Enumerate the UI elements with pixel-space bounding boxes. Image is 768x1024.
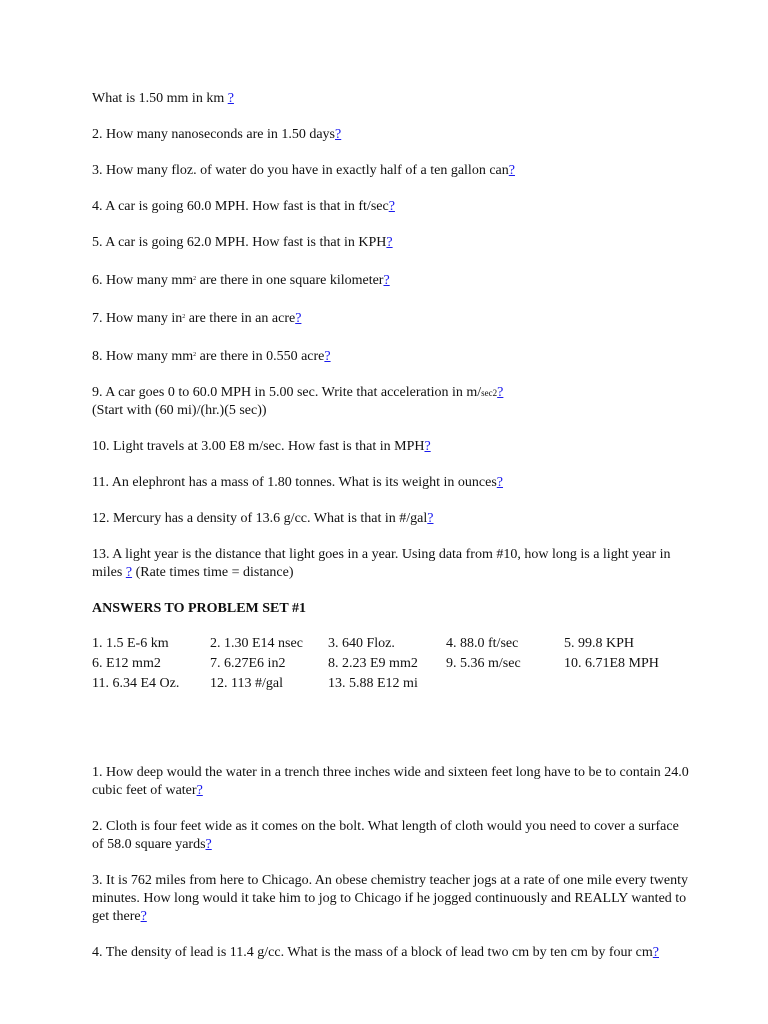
answer-item: 10. 6.71E8 MPH [564,656,659,671]
question-text: 11. An elephront has a mass of 1.80 tonnes. What is its weight in ounces [92,475,497,490]
answer-item: 8. 2.23 E9 mm2 [328,656,418,671]
question-text: 7. How many in [92,311,183,326]
problem-2-4 [92,944,692,962]
answer-item: 4. 88.0 ft/sec [446,636,519,651]
question-10 [92,438,692,456]
answer-link[interactable]: ? [652,945,659,960]
worksheet-document [92,90,692,980]
question-text: 4. The density of lead is 11.4 g/cc. What is the mass of a block of lead two cm by ten cm by four cm [92,945,653,960]
answer-link[interactable]: ? [497,385,504,400]
answer-link[interactable]: ? [295,311,302,326]
question-4 [92,198,692,216]
question-text: 12. Mercury has a density of 13.6 g/cc. What is that in #/gal [92,511,428,526]
question-9 [92,384,692,420]
answer-item: 11. 6.34 E4 Oz. [92,676,180,691]
answer-link[interactable]: ? [324,349,331,364]
answer-item: 13. 5.88 E12 mi [328,676,418,691]
question-text: What is 1.50 mm in km [92,91,228,106]
question-8 [92,346,692,366]
question-text: 6. How many mm [92,273,194,288]
answer-link[interactable]: ? [227,91,234,106]
question-6 [92,270,692,290]
answer-item: 7. 6.27E6 in2 [210,656,286,671]
question-hint: (Start with (60 mi)/(hr.)(5 sec)) [92,403,267,418]
answer-link[interactable]: ? [205,837,212,852]
question-12 [92,510,692,528]
question-text: 3. How many floz. of water do you have in exactly half of a ten gallon can [92,163,509,178]
question-text: are there in an acre [185,311,296,326]
question-1 [92,90,692,108]
superscript: 2 [193,276,197,282]
answer-item: 1. 1.5 E-6 km [92,636,169,651]
question-text: 2. Cloth is four feet wide as it comes on the bolt. What length of cloth would you need to cover a surface of 58.0 square yards [92,819,679,852]
answer-item: 12. 113 #/gal [210,676,283,691]
answer-link[interactable]: ? [383,273,390,288]
answers-grid [92,634,692,694]
question-11 [92,474,692,492]
answer-link[interactable]: ? [335,127,342,142]
question-7 [92,308,692,328]
answer-link[interactable]: ? [196,783,203,798]
question-text: are there in one square kilometer [196,273,384,288]
answer-link[interactable]: ? [386,235,393,250]
question-text: 1. How deep would the water in a trench three inches wide and sixteen feet long have to be to contain 24.0 cubic feet of water [92,765,689,798]
question-3 [92,162,692,180]
answer-item: 5. 99.8 KPH [564,636,635,651]
problem-2-2 [92,818,692,854]
answer-link[interactable]: ? [427,511,434,526]
answer-link[interactable]: ? [125,565,133,580]
question-text: 10. Light travels at 3.00 E8 m/sec. How fast is that in MPH [92,439,425,454]
answer-item: 6. E12 mm2 [92,656,161,671]
question-2 [92,126,692,144]
unit-subscript: sec2 [481,388,498,398]
answers-heading: ANSWERS TO PROBLEM SET #1 [92,601,306,616]
question-text: 2. How many nanoseconds are in 1.50 days [92,127,336,142]
answer-item: 9. 5.36 m/sec [446,656,521,671]
question-text: 5. A car is going 62.0 MPH. How fast is that in KPH [92,235,387,250]
answer-item: 2. 1.30 E14 nsec [210,636,303,651]
question-5 [92,234,692,252]
problem-2-1 [92,764,692,800]
question-text: are there in 0.550 acre [196,349,325,364]
question-text: 9. A car goes 0 to 60.0 MPH in 5.00 sec. Write that acceleration in m/ [92,385,482,400]
answer-item: 3. 640 Floz. [328,636,395,651]
answer-link[interactable]: ? [388,199,395,214]
superscript: 2 [182,314,186,320]
question-text: 13. A light year is the distance that light goes in a year. Using data from #10, how long is a light year in miles [92,547,671,580]
answer-link[interactable]: ? [140,909,147,924]
question-text: 3. It is 762 miles from here to Chicago. An obese chemistry teacher jogs at a rate of one mile every twenty minutes. How long would it take him to jog to Chicago if he jogged continuously and REALLY wanted to get there [92,873,688,924]
question-text: 8. How many mm [92,349,194,364]
answer-link[interactable]: ? [496,475,503,490]
question-hint: (Rate times time = distance) [132,565,294,580]
answer-link[interactable]: ? [508,163,515,178]
question-13 [92,546,692,582]
superscript: 2 [193,352,197,358]
question-text: 4. A car is going 60.0 MPH. How fast is that in ft/sec [92,199,389,214]
problem-2-3 [92,872,692,926]
answer-link[interactable]: ? [424,439,431,454]
